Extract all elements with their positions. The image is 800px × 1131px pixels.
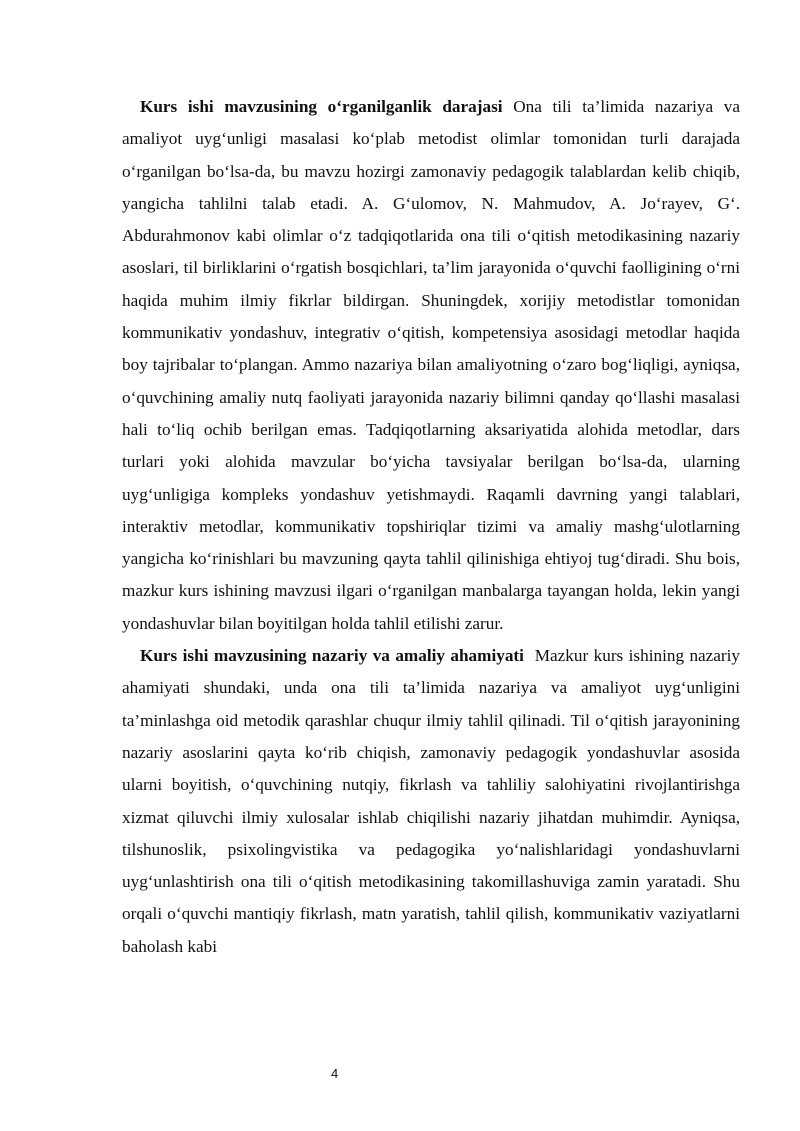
document-body xyxy=(122,91,740,963)
paragraph-body: Ona tili ta’limida nazariya va amaliyot uyg‘unligi masalasi ko‘plab metodist olimlar tomonidan turli darajada o‘rganilgan bo‘lsa-da, bu mavzu hozirgi zamonaviy pedagogik talablardan kelib chiqib, yangicha tahlilni talab etadi. A. G‘ulomov, N. Mahmudov, A. Jo‘rayev, G‘. Abdurahmonov kabi olimlar o‘z tadqiqotlarida ona tili o‘qitish metodikasining nazariy asoslari, til birliklarini o‘rgatish bosqichlari, ta’lim jarayonida o‘quvchi faolligining o‘rni haqida muhim ilmiy fikrlar bildirgan. Shuningdek, xorijiy metodistlar tomonidan kommunikativ yondashuv, integrativ o‘qitish, kompetensiya asosidagi metodlar haqida boy tajribalar to‘plangan. Ammo nazariya bilan amaliyotning o‘zaro bog‘liqligi, ayniqsa, o‘quvchining amaliy nutq faoliyati jarayonida nazariy bilimni qanday qo‘llashi masalasi hali to‘liq ochib berilgan emas. Tadqiqotlarning aksariyatida alohida metodlar, dars turlari yoki alohida mavzular bo‘yicha tavsiyalar berilgan bo‘lsa-da, ularning uyg‘unligiga kompleks yondashuv yetishmaydi. Raqamli davrning yangi talablari, interaktiv metodlar, kommunikativ topshiriqlar tizimi va amaliy mashg‘ulotlarning yangicha ko‘rinishlari bu mavzuning qayta tahlil qilinishiga ehtiyoj tug‘diradi. Shu bois, mazkur kurs ishining mavzusi ilgari o‘rganilgan manbalarga tayangan holda, lekin yangi yondashuvlar bilan boyitilgan holda tahlil etilishi zarur. xyxy=(122,97,740,633)
paragraph-body: Mazkur kurs ishining nazariy ahamiyati shundaki, unda ona tili ta’limida nazariya va amaliyot uyg‘unligini ta’minlashga oid metodik qarashlar chuqur ilmiy tahlil qilinadi. Til o‘qitish jarayonining nazariy asoslarini qayta ko‘rib chiqish, zamonaviy pedagogik yondashuvlar asosida ularni boyitish, o‘quvchining nutqiy, fikrlash va tahliliy salohiyatini rivojlantirishga xizmat qiluvchi ilmiy xulosalar ishlab chiqilishi nazariy jihatdan muhimdir. Ayniqsa, tilshunoslik, psixolingvistika va pedagogika yo‘nalishlaridagi yondashuvlarni uyg‘unlashtirish ona tili o‘qitish metodikasining takomillashuviga zamin yaratadi. Shu orqali o‘quvchi mantiqiy fikrlash, matn yaratish, tahlil qilish, kommunikativ vaziyatlarni baholash kabi xyxy=(122,646,741,956)
page-number: 4 xyxy=(331,1066,339,1081)
paragraph-significance xyxy=(122,640,740,963)
paragraph-studied-degree xyxy=(122,91,740,640)
paragraph-heading: Kurs ishi mavzusining nazariy va amaliy ahamiyati xyxy=(140,646,524,666)
paragraph-heading: Kurs ishi mavzusining o‘rganilganlik darajasi xyxy=(140,97,503,116)
